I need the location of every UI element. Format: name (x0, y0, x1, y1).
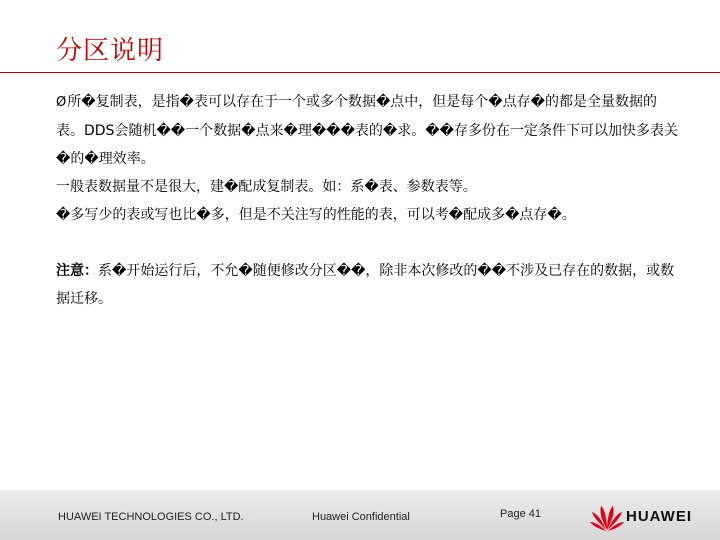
title-underline (0, 72, 720, 73)
slide-body (56, 88, 684, 313)
paragraph-2: 一般表数据量不是很大，建�配成复制表。如：系�表、参数表等。 (56, 179, 477, 195)
note-paragraph (56, 257, 684, 313)
note-label: 注意： (56, 263, 98, 279)
footer-confidential: Huawei Confidential (312, 511, 410, 523)
footer-company: HUAWEI TECHNOLOGIES CO., LTD. (58, 511, 244, 523)
paragraph-1-text: 所�复制表，是指�表可以存在于一个或多个数据�点中，但是每个�点存�的都是全量数据的表。DDS会随机��一个数据�点来�理���表的�求。��存多份在一定条件下可以加快多表关�的�理效率。 (56, 94, 678, 167)
slide-title: 分区说明 (56, 36, 165, 66)
paragraph-3: �多写少的表或写也比�多，但是不关注写的性能的表，可以考�配成多�点存�。 (56, 207, 576, 223)
page-number: Page 41 (500, 508, 541, 520)
huawei-flower-icon (590, 500, 624, 532)
arrow-bullet-icon: Ø (56, 95, 67, 110)
paragraph-1 (56, 88, 684, 173)
note-text: 系�开始运行后，不允�随便修改分区��，除非本次修改的��不涉及已存在的数据，或数据迁移。 (56, 263, 675, 307)
logo-wordmark: HUAWEI (626, 508, 692, 525)
huawei-logo (590, 500, 710, 532)
footer-bar (0, 490, 720, 540)
